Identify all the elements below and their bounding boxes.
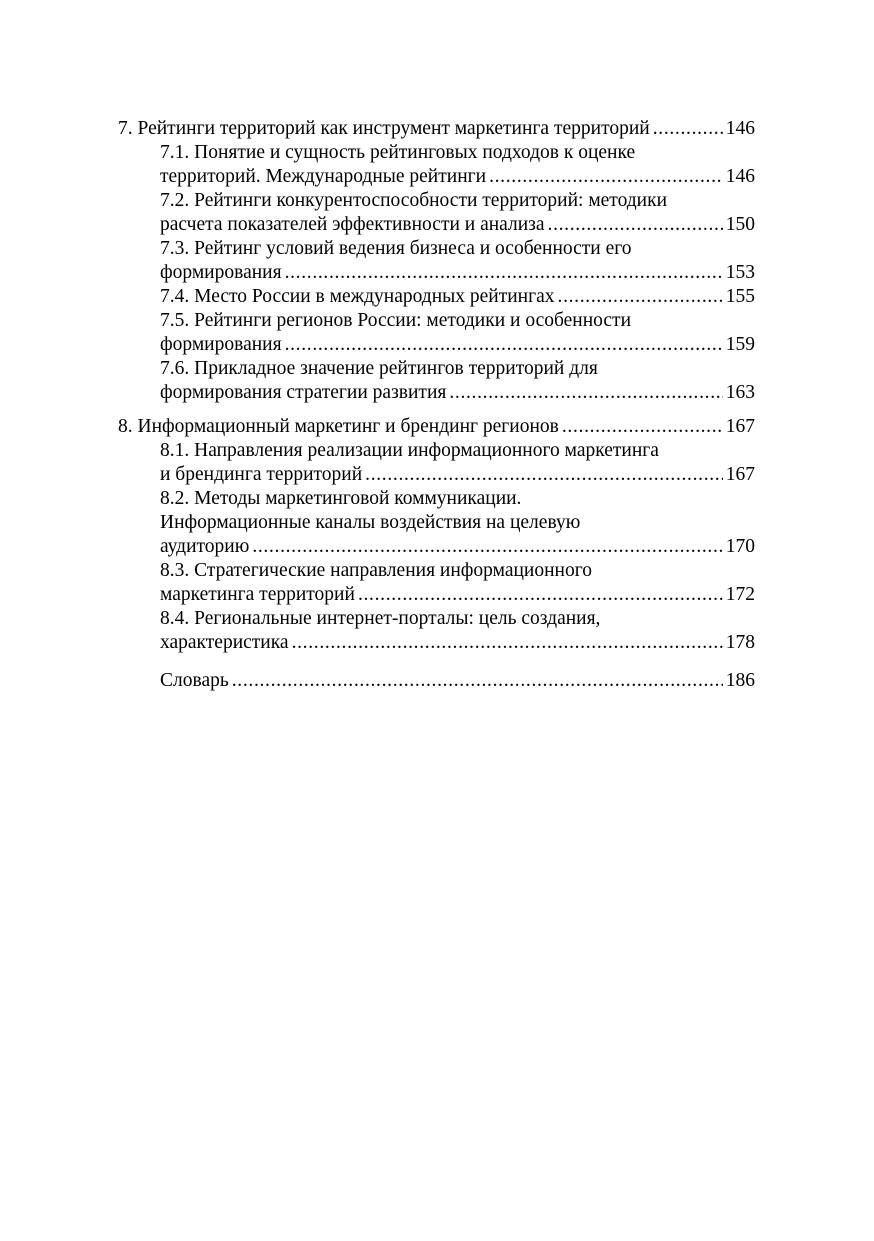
page-number: 167 xyxy=(725,464,755,485)
dot-leader xyxy=(365,463,723,487)
toc-chapter-8 xyxy=(118,415,755,655)
page-number: 146 xyxy=(725,118,755,139)
page-number: 172 xyxy=(725,584,755,605)
toc-entry-7-2[interactable] xyxy=(118,189,755,237)
dot-leader xyxy=(232,669,723,693)
entry-text: и брендинга территорий xyxy=(160,464,363,485)
entry-last-line xyxy=(160,535,755,559)
entry-line: 8.2. Методы маркетинговой коммуникации. xyxy=(160,488,522,509)
chapter-title: 7. Рейтинги территорий как инструмент маркетинга территорий xyxy=(118,118,650,139)
page-number: 163 xyxy=(725,382,755,403)
entry-line: Информационные каналы воздействия на целевую xyxy=(160,512,581,533)
entry-last-line xyxy=(160,669,755,693)
entry-line: 8.3. Стратегические направления информационного xyxy=(160,560,592,581)
toc-entry-8-3[interactable] xyxy=(118,559,755,607)
entry-last-line xyxy=(160,213,755,237)
page-number: 146 xyxy=(725,166,755,187)
entry-line: 8.1. Направления реализации информационного маркетинга xyxy=(160,440,659,461)
entry-text: характеристика xyxy=(160,632,289,653)
entry-last-line xyxy=(160,333,755,357)
entry-text: формирования xyxy=(160,262,282,283)
dot-leader xyxy=(292,631,723,655)
entry-text: формирования xyxy=(160,334,282,355)
page-number: 155 xyxy=(725,286,755,307)
entry-last-line xyxy=(160,261,755,285)
table-of-contents xyxy=(118,117,755,693)
entry-text: территорий. Международные рейтинги xyxy=(160,166,487,187)
toc-entry-8-4[interactable] xyxy=(118,607,755,655)
toc-chapter-heading[interactable] xyxy=(118,117,755,141)
dot-leader xyxy=(548,213,723,237)
page-number: 178 xyxy=(725,632,755,653)
entry-line: 7.6. Прикладное значение рейтингов территорий для xyxy=(160,358,598,379)
entry-text: Словарь xyxy=(160,670,229,691)
toc-entry-8-2[interactable] xyxy=(118,487,755,559)
entry-last-line xyxy=(160,631,755,655)
entry-text: формирования стратегии развития xyxy=(160,382,447,403)
entry-line: 7.2. Рейтинги конкурентоспособности территорий: методики xyxy=(160,190,668,211)
dot-leader xyxy=(653,117,723,141)
toc-chapter-7 xyxy=(118,117,755,405)
entry-text: маркетинга территорий xyxy=(160,584,355,605)
entry-last-line xyxy=(160,381,755,405)
entry-line: 7.5. Рейтинги регионов России: методики и особенности xyxy=(160,310,632,331)
entry-line: 7.1. Понятие и сущность рейтинговых подходов к оценке xyxy=(160,142,636,163)
entry-text: 7.4. Место России в международных рейтингах xyxy=(160,286,555,307)
toc-entry-8-1[interactable] xyxy=(118,439,755,487)
dot-leader xyxy=(252,535,722,559)
toc-entry-glossary[interactable] xyxy=(118,669,755,693)
page-number: 150 xyxy=(725,214,755,235)
dot-leader xyxy=(562,415,723,439)
page-number: 167 xyxy=(725,416,755,437)
dot-leader xyxy=(285,333,723,357)
page-number: 186 xyxy=(725,670,755,691)
toc-entry-7-5[interactable] xyxy=(118,309,755,357)
toc-chapter-heading[interactable] xyxy=(118,415,755,439)
dot-leader xyxy=(449,381,722,405)
toc-entry-7-4[interactable] xyxy=(118,285,755,309)
dot-leader xyxy=(358,583,723,607)
entry-last-line xyxy=(160,285,755,309)
entry-last-line xyxy=(160,165,755,189)
page-number: 153 xyxy=(725,262,755,283)
page-number: 170 xyxy=(725,536,755,557)
chapter-title: 8. Информационный маркетинг и брендинг регионов xyxy=(118,416,559,437)
entry-last-line xyxy=(160,463,755,487)
entry-text: аудиторию xyxy=(160,536,250,557)
toc-entry-7-6[interactable] xyxy=(118,357,755,405)
entry-last-line xyxy=(160,583,755,607)
entry-line: 7.3. Рейтинг условий ведения бизнеса и особенности его xyxy=(160,238,632,259)
entry-line: 8.4. Региональные интернет-порталы: цель создания, xyxy=(160,608,601,629)
toc-entry-7-3[interactable] xyxy=(118,237,755,285)
dot-leader xyxy=(489,165,723,189)
dot-leader xyxy=(558,285,723,309)
page-number: 159 xyxy=(725,334,755,355)
toc-entry-7-1[interactable] xyxy=(118,141,755,189)
dot-leader xyxy=(285,261,723,285)
entry-text: расчета показателей эффективности и анализа xyxy=(160,214,545,235)
